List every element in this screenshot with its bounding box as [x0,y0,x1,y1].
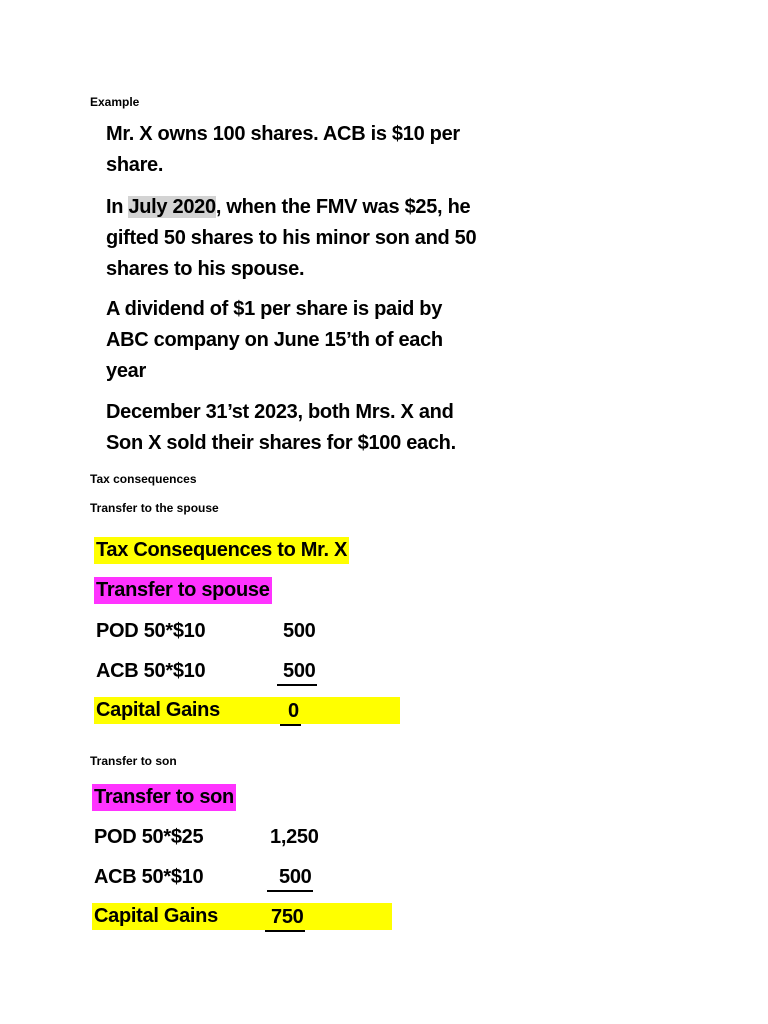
spouse-acb-value: 500 [277,660,317,686]
example-paragraph-1: Mr. X owns 100 shares. ACB is $10 per share. [106,123,460,176]
spouse-capital-gains-label: Capital Gains [94,697,400,724]
tax-consequences-heading: Tax consequences [90,472,197,486]
son-pod-label: POD 50*$25 [94,826,204,848]
spouse-pod-label: POD 50*$10 [96,620,206,642]
spouse-capital-gains-row [94,699,400,722]
son-capital-gains-value: 750 [265,906,305,932]
spouse-table-subtitle-text: Transfer to spouse [94,577,272,604]
example-paragraph-2-rest: , when the FMV was $25, he gifted 50 shares to his minor son and 50 shares to his spouse. [106,196,477,280]
date-highlight: July 2020 [128,196,216,218]
spouse-acb-label: ACB 50*$10 [96,660,206,682]
example-paragraph-2-start: In [106,196,129,218]
son-table-subtitle-text: Transfer to son [92,784,236,811]
example-paragraph-3: A dividend of $1 per share is paid by ABC company on June 15’th of each year [106,298,443,382]
example-paragraph-2 [106,192,486,285]
son-pod-value: 1,250 [270,826,319,848]
spouse-table-title-text: Tax Consequences to Mr. X [94,537,349,564]
transfer-spouse-heading: Transfer to the spouse [90,501,219,515]
transfer-son-heading: Transfer to son [90,754,177,768]
son-capital-gains-row [92,905,392,928]
spouse-pod-value: 500 [283,620,316,642]
spouse-table-title [94,539,349,562]
son-acb-value: 500 [267,866,313,892]
spouse-capital-gains-value: 0 [280,700,301,726]
son-capital-gains-label: Capital Gains [92,903,392,930]
spouse-table-subtitle [94,579,272,602]
example-paragraph-4: December 31’st 2023, both Mrs. X and Son X sold their shares for $100 each. [106,401,456,454]
example-heading: Example [90,95,140,109]
son-table-subtitle [92,786,236,809]
son-acb-label: ACB 50*$10 [94,866,204,888]
